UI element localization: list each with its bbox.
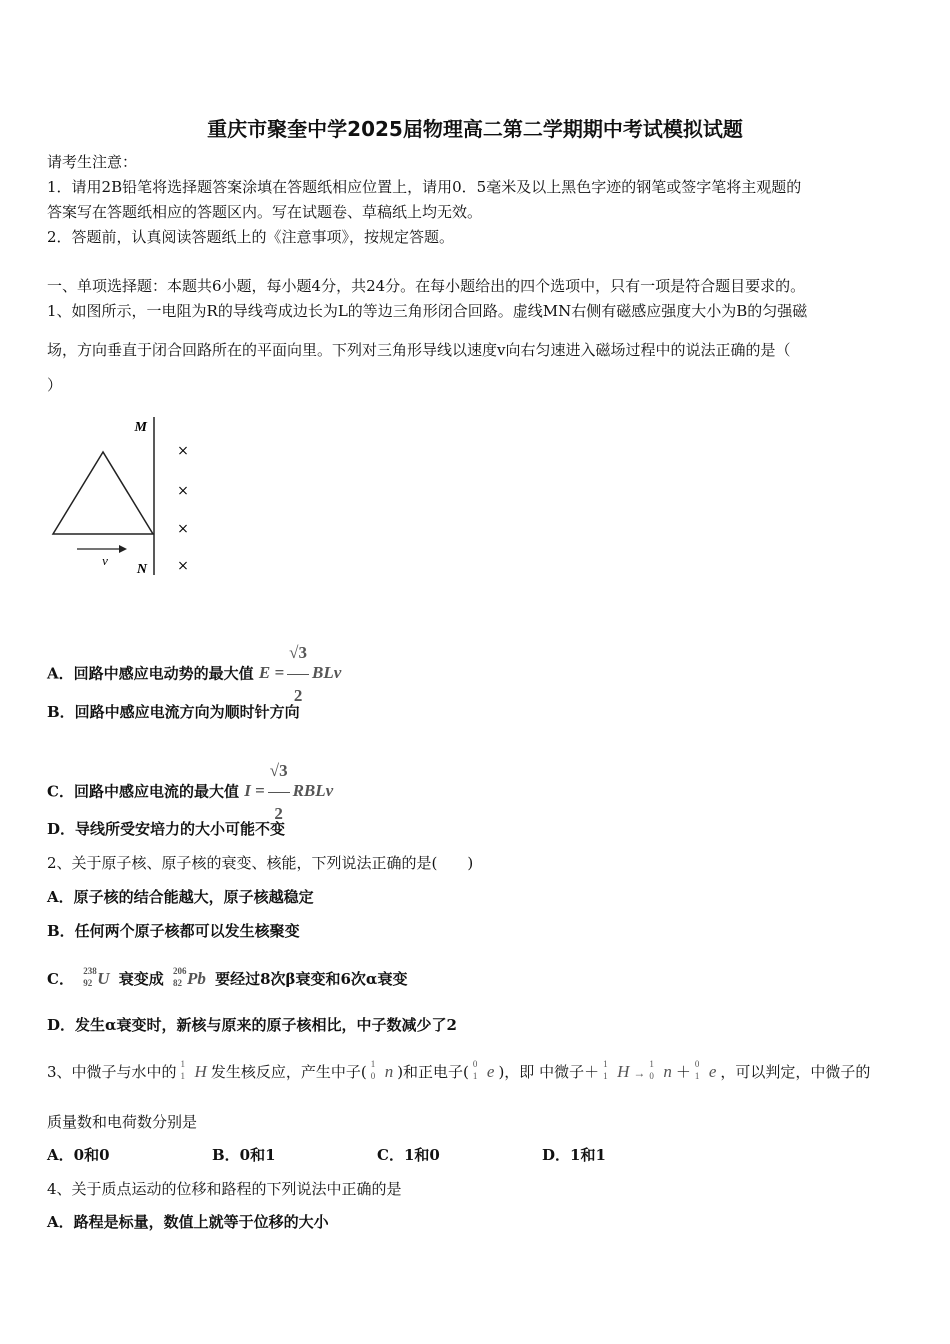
q3-option-b: B．0和1	[212, 1146, 276, 1164]
q1-stem-line-3: ）	[47, 376, 63, 394]
field-cross-3: ×	[177, 521, 189, 537]
q3-options	[47, 1145, 707, 1165]
q3-option-d: D．1和1	[542, 1146, 606, 1164]
q1-option-c: C．回路中感应电流的最大值 I = $\frac{√3}{2}$ RBLv	[47, 750, 333, 835]
q3-option-c: C．1和0	[377, 1146, 440, 1164]
q1-figure	[47, 405, 207, 585]
positron-nuclide: 0 1 e	[472, 1059, 495, 1081]
q2-option-c: C． 238 92 U 衰变成 206 82 Pb 要经过8次β衰变和6次α衰变	[47, 966, 407, 992]
field-cross-4: ×	[177, 558, 189, 574]
notice-line-2: 答案写在答题纸相应的答题区内。写在试题卷、草稿纸上均无效。	[47, 203, 483, 221]
q2-option-a: A．原子核的结合能越大，原子核越稳定	[47, 888, 314, 906]
q4-option-a: A．路程是标量，数值上就等于位移的大小	[47, 1213, 329, 1231]
eq-neutron: 1 0 n	[649, 1059, 672, 1081]
page-title: 重庆市聚奎中学2025届物理高二第二学期期中考试模拟试题	[207, 117, 743, 141]
field-cross-1: ×	[177, 443, 189, 459]
eq-positron: 0 1 e	[694, 1059, 717, 1081]
triangle-loop	[53, 452, 153, 534]
current-formula: I = $\frac{√3}{2}$ RBLv	[244, 781, 333, 800]
q1-stem-line-1: 1、如图所示，一电阻为R的导线弯成边长为L的等边三角形闭合回路。虚线MN右侧有磁感应强度大小为B的匀强磁	[47, 302, 808, 320]
eq-hydrogen: 1 1 H	[603, 1059, 630, 1081]
lead-nuclide: 206 82 Pb	[172, 966, 206, 988]
hydrogen-nuclide: 1 1 H	[180, 1059, 207, 1081]
q1-option-b: B．回路中感应电流方向为顺时针方向	[47, 703, 300, 721]
q2-option-d: D．发生α衰变时，新核与原来的原子核相比，中子数减少了2	[47, 1016, 457, 1034]
q3-option-a: A．0和0	[47, 1146, 110, 1164]
q3-stem-line-1: 3、中微子与水中的 1 1 H 发生核反应，产生中子( 1 0 n )和正电子( 0 1 e )，即 中微子＋ 1 1 H → 1 0 n ＋ 0 1 e ，可以判定，中微子的	[47, 1058, 870, 1087]
label-v: v	[102, 553, 108, 568]
q2-stem: 2、关于原子核、原子核的衰变、核能，下列说法正确的是( )	[47, 854, 474, 872]
uranium-nuclide: 238 92 U	[83, 966, 110, 988]
q1-option-a: A．回路中感应电动势的最大值 E = $\frac{√3}{2}$ BLv	[47, 632, 341, 717]
field-cross-2: ×	[177, 483, 189, 499]
neutron-nuclide: 1 0 n	[370, 1059, 394, 1081]
emf-formula: E = $\frac{√3}{2}$ BLv	[259, 663, 341, 682]
q3-stem-line-2: 质量数和电荷数分别是	[47, 1113, 198, 1131]
label-n: N	[136, 562, 147, 577]
notice-heading: 请考生注意：	[47, 153, 138, 171]
notice-line-1: 1．请用2B铅笔将选择题答案涂填在答题纸相应位置上，请用0．5毫米及以上黑色字迹的钢笔或签字笔将主观题的	[47, 178, 802, 196]
section-heading: 一、单项选择题：本题共6小题，每小题4分，共24分。在每小题给出的四个选项中，只有一项是符合题目要求的。	[47, 277, 806, 295]
q4-stem: 4、关于质点运动的位移和路程的下列说法中正确的是	[47, 1180, 402, 1198]
label-m: M	[134, 420, 147, 435]
q2-option-b: B．任何两个原子核都可以发生核聚变	[47, 922, 300, 940]
notice-line-3: 2．答题前，认真阅读答题纸上的《注意事项》，按规定答题。	[47, 228, 455, 246]
q1-stem-line-2: 场，方向垂直于闭合回路所在的平面向里。下列对三角形导线以速度v向右匀速进入磁场过程中的说法正确的是（	[47, 341, 791, 359]
q1-option-d: D．导线所受安培力的大小可能不变	[47, 820, 286, 838]
velocity-arrowhead	[119, 545, 127, 553]
